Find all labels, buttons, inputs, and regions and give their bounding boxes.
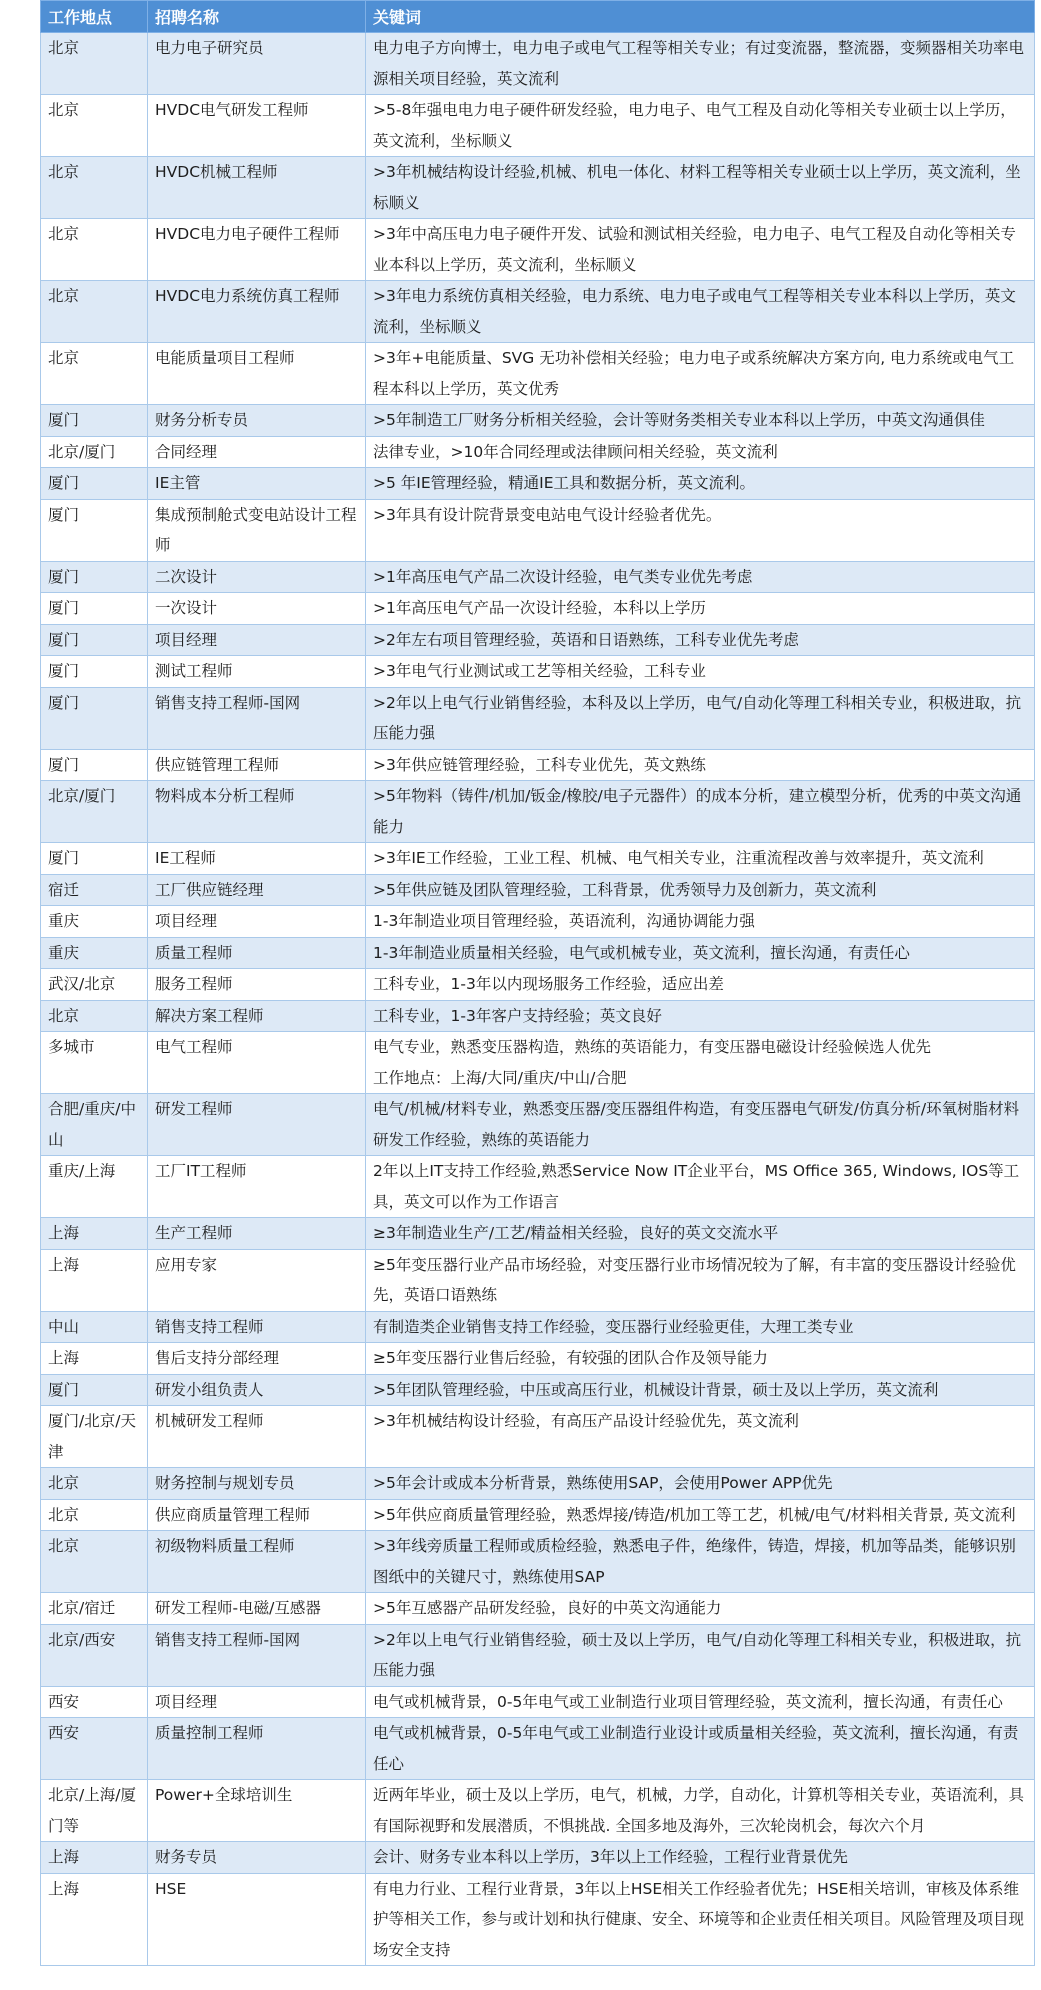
table-row <box>41 1780 1035 1842</box>
cell-location: 厦门 <box>41 656 148 688</box>
cell-keywords: >2年左右项目管理经验，英语和日语熟练，工科专业优先考虑 <box>366 624 1035 656</box>
cell-keywords: >1年高压电气产品一次设计经验，本科以上学历 <box>366 593 1035 625</box>
cell-keywords: >3年机械结构设计经验,机械、机电一体化、材料工程等相关专业硕士以上学历，英文流利，坐标顺义 <box>366 157 1035 219</box>
cell-location: 北京/宿迁 <box>41 1593 148 1625</box>
header-keywords: 关键词 <box>366 1 1035 33</box>
cell-keywords: 2年以上IT支持工作经验,熟悉Service Now IT企业平台，MS Office 365, Windows, IOS等工具，英文可以作为工作语言 <box>366 1156 1035 1218</box>
cell-job-title: HVDC电力电子硬件工程师 <box>148 219 366 281</box>
cell-job-title: 合同经理 <box>148 436 366 468</box>
cell-keywords: >5年物料（铸件/机加/钣金/橡胶/电子元器件）的成本分析，建立模型分析，优秀的中英文沟通能力 <box>366 781 1035 843</box>
table-row <box>41 1593 1035 1625</box>
cell-location: 重庆 <box>41 906 148 938</box>
cell-keywords: 电气专业，熟悉变压器构造，熟练的英语能力，有变压器电磁设计经验候选人优先 工作地点：上海/大同/重庆/中山/合肥 <box>366 1032 1035 1094</box>
cell-job-title: 工厂IT工程师 <box>148 1156 366 1218</box>
cell-job-title: IE工程师 <box>148 843 366 875</box>
table-row <box>41 1156 1035 1218</box>
cell-location: 北京 <box>41 157 148 219</box>
cell-keywords: 1-3年制造业质量相关经验，电气或机械专业，英文流利，擅长沟通，有责任心 <box>366 937 1035 969</box>
cell-location: 上海 <box>41 1842 148 1874</box>
cell-keywords: >3年机械结构设计经验，有高压产品设计经验优先，英文流利 <box>366 1406 1035 1468</box>
table-row <box>41 1531 1035 1593</box>
cell-job-title: 研发工程师-电磁/互感器 <box>148 1593 366 1625</box>
cell-job-title: 财务专员 <box>148 1842 366 1874</box>
table-row <box>41 969 1035 1001</box>
cell-keywords: 法律专业，>10年合同经理或法律顾问相关经验，英文流利 <box>366 436 1035 468</box>
table-row <box>41 1468 1035 1500</box>
table-row <box>41 687 1035 749</box>
cell-location: 宿迁 <box>41 874 148 906</box>
cell-keywords: 工科专业，1-3年以内现场服务工作经验，适应出差 <box>366 969 1035 1001</box>
cell-job-title: HVDC机械工程师 <box>148 157 366 219</box>
cell-location: 厦门 <box>41 749 148 781</box>
cell-job-title: 初级物料质量工程师 <box>148 1531 366 1593</box>
table-row <box>41 1873 1035 1966</box>
table-row <box>41 157 1035 219</box>
cell-job-title: HVDC电力系统仿真工程师 <box>148 281 366 343</box>
cell-job-title: 财务分析专员 <box>148 405 366 437</box>
table-row <box>41 874 1035 906</box>
cell-keywords: >5年供应链及团队管理经验，工科背景，优秀领导力及创新力，英文流利 <box>366 874 1035 906</box>
cell-keywords: 电气或机械背景，0-5年电气或工业制造行业设计或质量相关经验，英文流利，擅长沟通，有责任心 <box>366 1718 1035 1780</box>
cell-keywords: 1-3年制造业项目管理经验，英语流利，沟通协调能力强 <box>366 906 1035 938</box>
cell-job-title: 服务工程师 <box>148 969 366 1001</box>
cell-job-title: 质量工程师 <box>148 937 366 969</box>
cell-job-title: 应用专家 <box>148 1249 366 1311</box>
cell-job-title: 解决方案工程师 <box>148 1000 366 1032</box>
table-row <box>41 1000 1035 1032</box>
cell-keywords: >5-8年强电电力电子硬件研发经验，电力电子、电气工程及自动化等相关专业硕士以上学历，英文流利，坐标顺义 <box>366 95 1035 157</box>
cell-location: 西安 <box>41 1718 148 1780</box>
table-row <box>41 561 1035 593</box>
cell-location: 厦门 <box>41 468 148 500</box>
cell-location: 重庆 <box>41 937 148 969</box>
cell-keywords: 电气或机械背景，0-5年电气或工业制造行业项目管理经验，英文流利，擅长沟通，有责任心 <box>366 1686 1035 1718</box>
cell-location: 北京 <box>41 1531 148 1593</box>
table-row <box>41 906 1035 938</box>
cell-keywords: >5 年IE管理经验，精通IE工具和数据分析，英文流利。 <box>366 468 1035 500</box>
table-row <box>41 33 1035 95</box>
cell-job-title: 电气工程师 <box>148 1032 366 1094</box>
cell-location: 北京/西安 <box>41 1624 148 1686</box>
cell-keywords: >3年IE工作经验，工业工程、机械、电气相关专业，注重流程改善与效率提升，英文流利 <box>366 843 1035 875</box>
cell-job-title: 质量控制工程师 <box>148 1718 366 1780</box>
table-row <box>41 1374 1035 1406</box>
cell-job-title: Power+全球培训生 <box>148 1780 366 1842</box>
cell-location: 武汉/北京 <box>41 969 148 1001</box>
table-row <box>41 1249 1035 1311</box>
cell-keywords: >3年中高压电力电子硬件开发、试验和测试相关经验，电力电子、电气工程及自动化等相关专业本科以上学历，英文流利，坐标顺义 <box>366 219 1035 281</box>
cell-location: 厦门 <box>41 561 148 593</box>
cell-location: 北京 <box>41 95 148 157</box>
cell-keywords: >5年互感器产品研发经验，良好的中英文沟通能力 <box>366 1593 1035 1625</box>
table-row <box>41 343 1035 405</box>
cell-location: 厦门/北京/天津 <box>41 1406 148 1468</box>
cell-job-title: 销售支持工程师-国网 <box>148 687 366 749</box>
cell-job-title: 集成预制舱式变电站设计工程师 <box>148 499 366 561</box>
cell-job-title: 电能质量项目工程师 <box>148 343 366 405</box>
table-row <box>41 95 1035 157</box>
cell-job-title: 项目经理 <box>148 624 366 656</box>
cell-location: 北京 <box>41 219 148 281</box>
table-row <box>41 1842 1035 1874</box>
cell-location: 厦门 <box>41 1374 148 1406</box>
table-row <box>41 1094 1035 1156</box>
cell-location: 厦门 <box>41 624 148 656</box>
table-header-row <box>41 1 1035 33</box>
cell-keywords: >1年高压电气产品二次设计经验，电气类专业优先考虑 <box>366 561 1035 593</box>
cell-job-title: 研发工程师 <box>148 1094 366 1156</box>
job-listing-table <box>40 0 1035 1966</box>
cell-keywords: 工科专业，1-3年客户支持经验；英文良好 <box>366 1000 1035 1032</box>
cell-job-title: HVDC电气研发工程师 <box>148 95 366 157</box>
cell-job-title: 供应链管理工程师 <box>148 749 366 781</box>
cell-location: 合肥/重庆/中山 <box>41 1094 148 1156</box>
cell-location: 北京 <box>41 1468 148 1500</box>
cell-location: 厦门 <box>41 843 148 875</box>
cell-job-title: 测试工程师 <box>148 656 366 688</box>
cell-job-title: 项目经理 <box>148 906 366 938</box>
table-row <box>41 219 1035 281</box>
cell-location: 上海 <box>41 1218 148 1250</box>
cell-location: 厦门 <box>41 499 148 561</box>
cell-keywords: >5年供应商质量管理经验，熟悉焊接/铸造/机加工等工艺，机械/电气/材料相关背景, 英文流利 <box>366 1499 1035 1531</box>
cell-location: 北京/厦门 <box>41 436 148 468</box>
cell-job-title: 项目经理 <box>148 1686 366 1718</box>
table-row <box>41 1624 1035 1686</box>
cell-job-title: 二次设计 <box>148 561 366 593</box>
table-row <box>41 468 1035 500</box>
cell-keywords: ≥5年变压器行业产品市场经验，对变压器行业市场情况较为了解，有丰富的变压器设计经验优先，英语口语熟练 <box>366 1249 1035 1311</box>
table-row <box>41 1343 1035 1375</box>
cell-keywords: 有制造类企业销售支持工作经验，变压器行业经验更佳，大理工类专业 <box>366 1311 1035 1343</box>
cell-keywords: >3年+电能质量、SVG 无功补偿相关经验；电力电子或系统解决方案方向, 电力系统或电气工程本科以上学历，英文优秀 <box>366 343 1035 405</box>
table-row <box>41 781 1035 843</box>
table-row <box>41 436 1035 468</box>
cell-keywords: 电气/机械/材料专业，熟悉变压器/变压器组件构造，有变压器电气研发/仿真分析/环氧树脂材料研发工作经验，熟练的英语能力 <box>366 1094 1035 1156</box>
cell-job-title: 供应商质量管理工程师 <box>148 1499 366 1531</box>
cell-job-title: 一次设计 <box>148 593 366 625</box>
table-row <box>41 843 1035 875</box>
table-row <box>41 656 1035 688</box>
cell-location: 北京/上海/厦门等 <box>41 1780 148 1842</box>
cell-keywords: ≥3年制造业生产/工艺/精益相关经验，良好的英文交流水平 <box>366 1218 1035 1250</box>
cell-location: 北京 <box>41 281 148 343</box>
cell-keywords: >2年以上电气行业销售经验，硕士及以上学历，电气/自动化等理工科相关专业，积极进取，抗压能力强 <box>366 1624 1035 1686</box>
cell-location: 北京 <box>41 33 148 95</box>
table-row <box>41 1686 1035 1718</box>
cell-keywords: >3年具有设计院背景变电站电气设计经验者优先。 <box>366 499 1035 561</box>
table-row <box>41 1406 1035 1468</box>
cell-job-title: 生产工程师 <box>148 1218 366 1250</box>
cell-location: 厦门 <box>41 593 148 625</box>
cell-location: 厦门 <box>41 405 148 437</box>
table-row <box>41 1499 1035 1531</box>
table-row <box>41 1311 1035 1343</box>
cell-job-title: 物料成本分析工程师 <box>148 781 366 843</box>
cell-job-title: 销售支持工程师-国网 <box>148 1624 366 1686</box>
cell-keywords: 近两年毕业，硕士及以上学历，电气，机械，力学，自动化，计算机等相关专业，英语流利，具有国际视野和发展潜质，不惧挑战. 全国多地及海外，三次轮岗机会，每次六个月 <box>366 1780 1035 1842</box>
cell-location: 西安 <box>41 1686 148 1718</box>
cell-location: 重庆/上海 <box>41 1156 148 1218</box>
cell-job-title: 售后支持分部经理 <box>148 1343 366 1375</box>
table-row <box>41 1718 1035 1780</box>
cell-location: 多城市 <box>41 1032 148 1094</box>
table-row <box>41 499 1035 561</box>
cell-keywords: >5年制造工厂财务分析相关经验，会计等财务类相关专业本科以上学历，中英文沟通俱佳 <box>366 405 1035 437</box>
table-row <box>41 1218 1035 1250</box>
cell-location: 北京 <box>41 1000 148 1032</box>
cell-job-title: 工厂供应链经理 <box>148 874 366 906</box>
cell-job-title: 电力电子研究员 <box>148 33 366 95</box>
cell-location: 中山 <box>41 1311 148 1343</box>
cell-keywords: >2年以上电气行业销售经验，本科及以上学历，电气/自动化等理工科相关专业，积极进取，抗压能力强 <box>366 687 1035 749</box>
cell-job-title: HSE <box>148 1873 366 1966</box>
cell-location: 北京 <box>41 1499 148 1531</box>
cell-keywords: >3年线旁质量工程师或质检经验，熟悉电子件，绝缘件，铸造，焊接，机加等品类，能够识别图纸中的关键尺寸，熟练使用SAP <box>366 1531 1035 1593</box>
cell-keywords: >3年电力系统仿真相关经验，电力系统、电力电子或电气工程等相关专业本科以上学历，英文流利，坐标顺义 <box>366 281 1035 343</box>
table-row <box>41 405 1035 437</box>
cell-location: 上海 <box>41 1343 148 1375</box>
table-row <box>41 624 1035 656</box>
cell-job-title: 销售支持工程师 <box>148 1311 366 1343</box>
header-location: 工作地点 <box>41 1 148 33</box>
table-row <box>41 749 1035 781</box>
cell-location: 北京 <box>41 343 148 405</box>
cell-job-title: 机械研发工程师 <box>148 1406 366 1468</box>
table-body <box>41 33 1035 1966</box>
table-row <box>41 1032 1035 1094</box>
cell-job-title: 研发小组负责人 <box>148 1374 366 1406</box>
cell-keywords: >3年供应链管理经验，工科专业优先，英文熟练 <box>366 749 1035 781</box>
table-row <box>41 281 1035 343</box>
cell-keywords: >5年团队管理经验，中压或高压行业，机械设计背景，硕士及以上学历，英文流利 <box>366 1374 1035 1406</box>
cell-location: 厦门 <box>41 687 148 749</box>
cell-job-title: IE主管 <box>148 468 366 500</box>
cell-keywords: >3年电气行业测试或工艺等相关经验，工科专业 <box>366 656 1035 688</box>
cell-keywords: ≥5年变压器行业售后经验，有较强的团队合作及领导能力 <box>366 1343 1035 1375</box>
cell-keywords: 有电力行业、工程行业背景，3年以上HSE相关工作经验者优先；HSE相关培训，审核及体系维护等相关工作，参与或计划和执行健康、安全、环境等和企业责任相关项目。风险管理及项目现场安全支持 <box>366 1873 1035 1966</box>
header-job-title: 招聘名称 <box>148 1 366 33</box>
cell-location: 北京/厦门 <box>41 781 148 843</box>
cell-keywords: >5年会计或成本分析背景，熟练使用SAP，会使用Power APP优先 <box>366 1468 1035 1500</box>
cell-location: 上海 <box>41 1249 148 1311</box>
table-row <box>41 593 1035 625</box>
cell-location: 上海 <box>41 1873 148 1966</box>
cell-job-title: 财务控制与规划专员 <box>148 1468 366 1500</box>
table-row <box>41 937 1035 969</box>
cell-keywords: 会计、财务专业本科以上学历，3年以上工作经验，工程行业背景优先 <box>366 1842 1035 1874</box>
cell-keywords: 电力电子方向博士，电力电子或电气工程等相关专业；有过变流器，整流器，变频器相关功率电源相关项目经验，英文流利 <box>366 33 1035 95</box>
